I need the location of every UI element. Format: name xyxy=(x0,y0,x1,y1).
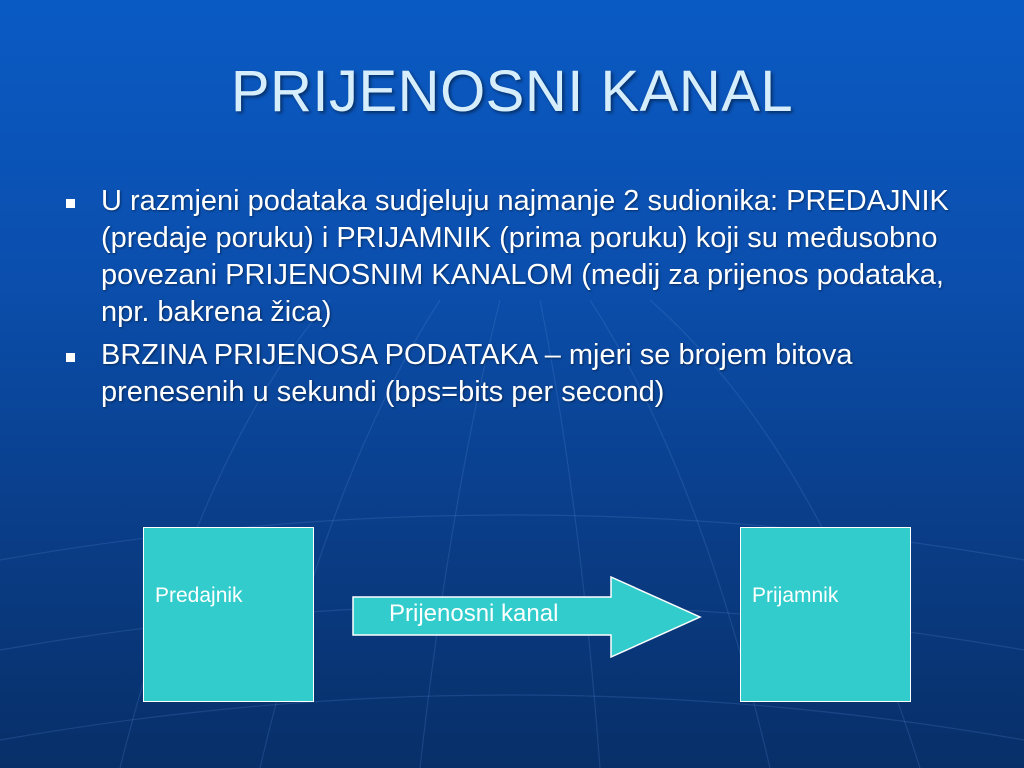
bullet-list xyxy=(60,183,980,417)
receiver-box xyxy=(740,527,911,702)
bullet-item xyxy=(60,337,980,411)
square-bullet-icon xyxy=(66,353,75,362)
channel-label: Prijenosni kanal xyxy=(389,600,559,627)
sender-label: Predajnik xyxy=(155,584,243,607)
bullet-text: U razmjeni podataka sudjeluju najmanje 2 sudionika: PREDAJNIK (predaje poruku) i PRIJAMNIK (prima poruku) koji su međusobno povezani PRIJENOSNIM KANALOM (medij za prijenos podataka, npr. bakrena žica) xyxy=(101,185,949,328)
slide-title: PRIJENOSNI KANAL xyxy=(230,59,794,124)
receiver-label: Prijamnik xyxy=(752,584,839,607)
bullet-item xyxy=(60,183,980,331)
bullet-text: BRZINA PRIJENOSA PODATAKA – mjeri se brojem bitova prenesenih u sekundi (bps=bits per second) xyxy=(101,339,853,408)
square-bullet-icon xyxy=(66,199,75,208)
sender-box xyxy=(143,527,314,702)
